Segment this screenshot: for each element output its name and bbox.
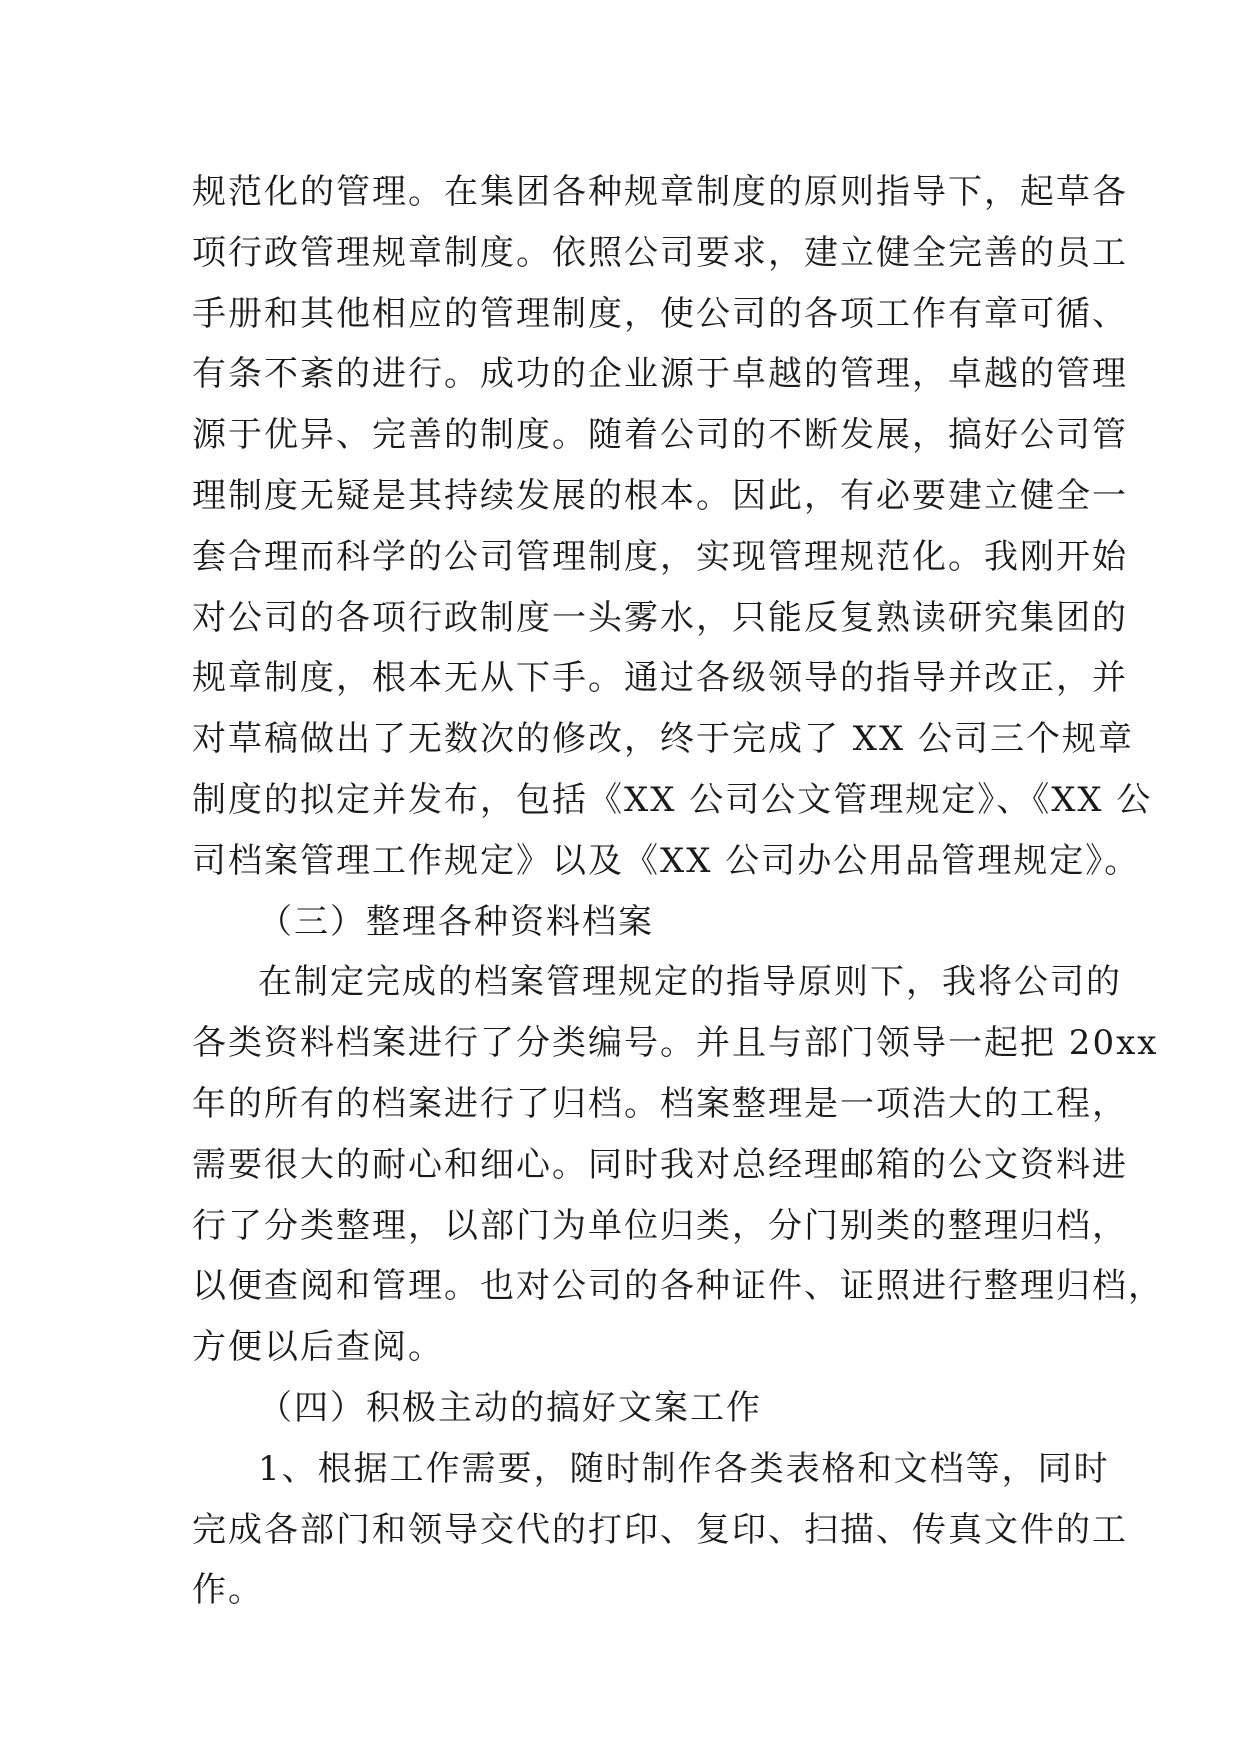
text-line: 项行政管理规章制度。依照公司要求，建立健全完善的员工 (192, 232, 1128, 273)
text-line: 套合理而科学的公司管理制度，实现管理规范化。我刚开始 (192, 536, 1128, 577)
text-line: 1、根据工作需要，随时制作各类表格和文档等，同时 (258, 1448, 1110, 1489)
text-line: 方便以后查阅。 (192, 1327, 444, 1368)
text-line: 源于优异、完善的制度。随着公司的不断发展，搞好公司管 (192, 415, 1128, 456)
text-line: 规章制度，根本无从下手。通过各级领导的指导并改正，并 (192, 658, 1128, 699)
section-heading-4: （四）积极主动的搞好文案工作 (258, 1387, 762, 1428)
text-line: 对公司的各项行政制度一头雾水，只能反复熟读研究集团的 (192, 597, 1128, 638)
text-line: 年的所有的档案进行了归档。档案整理是一项浩大的工程， (192, 1083, 1128, 1124)
text-line: 完成各部门和领导交代的打印、复印、扫描、传真文件的工 (192, 1509, 1128, 1550)
text-line: 以便查阅和管理。也对公司的各种证件、证照进行整理归档， (192, 1266, 1164, 1307)
text-line: 规范化的管理。在集团各种规章制度的原则指导下，起草各 (192, 172, 1128, 212)
text-line: 司档案管理工作规定》以及《XX 公司办公用品管理规定》。 (192, 840, 1141, 881)
text-line: 行了分类整理，以部门为单位归类，分门别类的整理归档， (192, 1205, 1128, 1246)
section-heading-3: （三）整理各种资料档案 (258, 901, 654, 942)
text-line: 各类资料档案进行了分类编号。并且与部门领导一起把 20xx (192, 1023, 1159, 1064)
text-line: 制度的拟定并发布，包括《XX 公司公文管理规定》、《XX 公 (192, 779, 1153, 820)
text-line: 理制度无疑是其持续发展的根本。因此，有必要建立健全一 (192, 475, 1128, 516)
text-line: 作。 (192, 1570, 264, 1611)
text-line: 在制定完成的档案管理规定的指导原则下，我将公司的 (258, 962, 1122, 1003)
text-line: 需要很大的耐心和细心。同时我对总经理邮箱的公文资料进 (192, 1144, 1128, 1185)
body-text (192, 162, 1164, 1621)
text-line: 对草稿做出了无数次的修改，终于完成了 XX 公司三个规章 (192, 719, 1135, 760)
text-line: 有条不紊的进行。成功的企业源于卓越的管理，卓越的管理 (192, 354, 1128, 395)
text-line: 手册和其他相应的管理制度，使公司的各项工作有章可循、 (192, 293, 1128, 334)
